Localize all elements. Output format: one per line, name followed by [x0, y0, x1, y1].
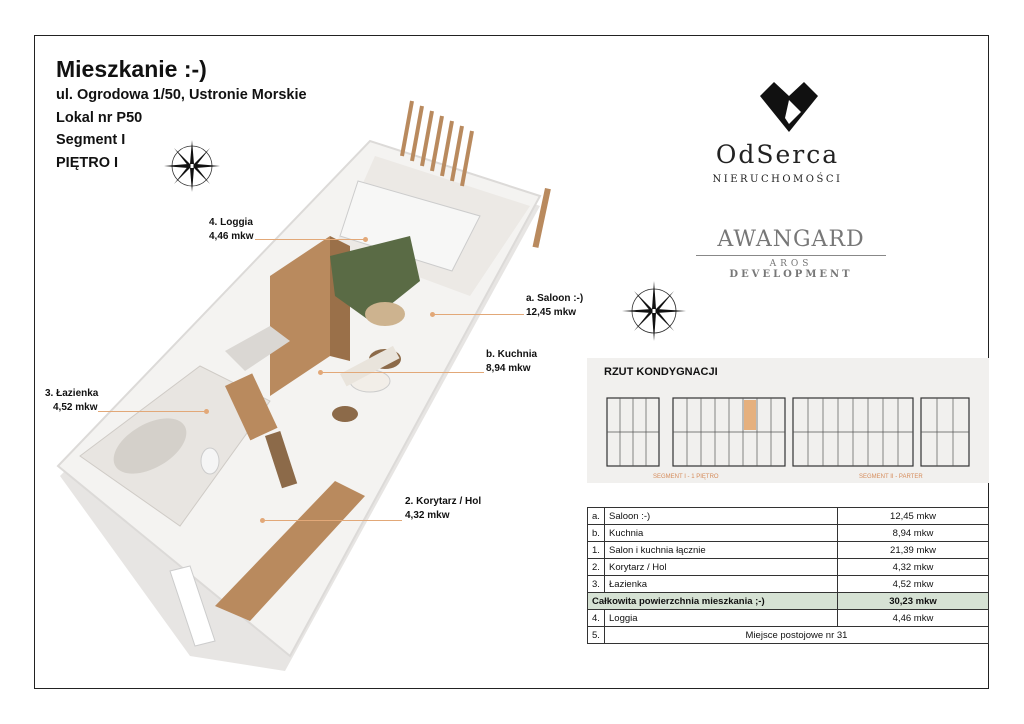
developer-subtitle: DEVELOPMENT	[729, 269, 853, 280]
leader-lazienka	[98, 411, 206, 412]
address: ul. Ogrodowa 1/50, Ustronie Morskie	[56, 87, 307, 103]
segment: Segment I	[56, 132, 126, 148]
brand-name: OdSerca	[715, 140, 840, 169]
compass-rose-icon	[619, 278, 689, 344]
leader-dot	[204, 409, 209, 414]
page-title: Mieszkanie :-)	[56, 56, 207, 82]
leader-kuchnia	[320, 372, 484, 373]
row-label: Salon i kuchnia łącznie	[605, 542, 838, 559]
row-label: Kuchnia	[605, 525, 838, 542]
floor-overview	[587, 358, 989, 483]
segment-2-label: SEGMENT II - PARTER	[859, 474, 923, 480]
leader-dot	[260, 518, 265, 523]
row-value: 12,45 mkw	[838, 508, 989, 525]
row-number: b.	[588, 525, 605, 542]
floor-plan	[40, 96, 560, 671]
leader-dot	[430, 312, 435, 317]
area-table	[587, 507, 989, 644]
heart-logo-icon	[758, 78, 820, 136]
leader-dot	[363, 237, 368, 242]
row-value: 4,52 mkw	[838, 576, 989, 593]
table-row	[588, 593, 989, 610]
total-value: 30,23 mkw	[838, 593, 989, 610]
row-value: 21,39 mkw	[838, 542, 989, 559]
leader-loggia	[255, 239, 365, 240]
table-row	[588, 576, 989, 593]
row-label: Korytarz / Hol	[605, 559, 838, 576]
room-label-kuchnia: b. Kuchnia 8,94 mkw	[486, 349, 538, 374]
unit-number: Lokal nr P50	[56, 110, 143, 126]
total-label: Całkowita powierzchnia mieszkania ;-)	[588, 593, 838, 610]
row-label: Miejsce postojowe nr 31	[605, 627, 989, 644]
floor: PIĘTRO I	[56, 155, 119, 171]
table-row	[588, 525, 989, 542]
room-label-saloon: a. Saloon :-) 12,45 mkw	[526, 293, 584, 318]
leader-korytarz	[262, 520, 402, 521]
unit-highlight	[744, 400, 756, 430]
row-number: 2.	[588, 559, 605, 576]
leader-saloon	[432, 314, 524, 315]
row-label: Saloon :-)	[605, 508, 838, 525]
floor-overview-title: RZUT KONDYGNACJI	[604, 366, 718, 378]
project-name: AWANGARD	[717, 227, 865, 252]
row-number: 3.	[588, 576, 605, 593]
table-row	[588, 627, 989, 644]
odserca-logo	[670, 68, 885, 198]
room-label-korytarz: 2. Korytarz / Hol 4,32 mkw	[405, 496, 482, 521]
row-label: Loggia	[605, 610, 838, 627]
segment-1-label: SEGMENT I - 1 PIĘTRO	[653, 474, 719, 480]
row-number: 5.	[588, 627, 605, 644]
table-row	[588, 610, 989, 627]
row-value: 8,94 mkw	[838, 525, 989, 542]
table-row	[588, 508, 989, 525]
awangard-logo	[696, 227, 886, 280]
table-row	[588, 559, 989, 576]
room-label-lazienka: 3. Łazienka 4,52 mkw	[45, 388, 99, 413]
row-number: a.	[588, 508, 605, 525]
leader-dot	[318, 370, 323, 375]
row-label: Łazienka	[605, 576, 838, 593]
row-value: 4,32 mkw	[838, 559, 989, 576]
row-number: 4.	[588, 610, 605, 627]
table-row	[588, 542, 989, 559]
brand-subtitle: NIERUCHOMOŚCI	[712, 174, 843, 185]
row-number: 1.	[588, 542, 605, 559]
floor-overview-plan	[603, 394, 973, 470]
row-value: 4,46 mkw	[838, 610, 989, 627]
logo-divider	[696, 255, 886, 256]
room-label-loggia: 4. Loggia 4,46 mkw	[209, 217, 254, 242]
developer-name: AROS	[769, 259, 813, 269]
